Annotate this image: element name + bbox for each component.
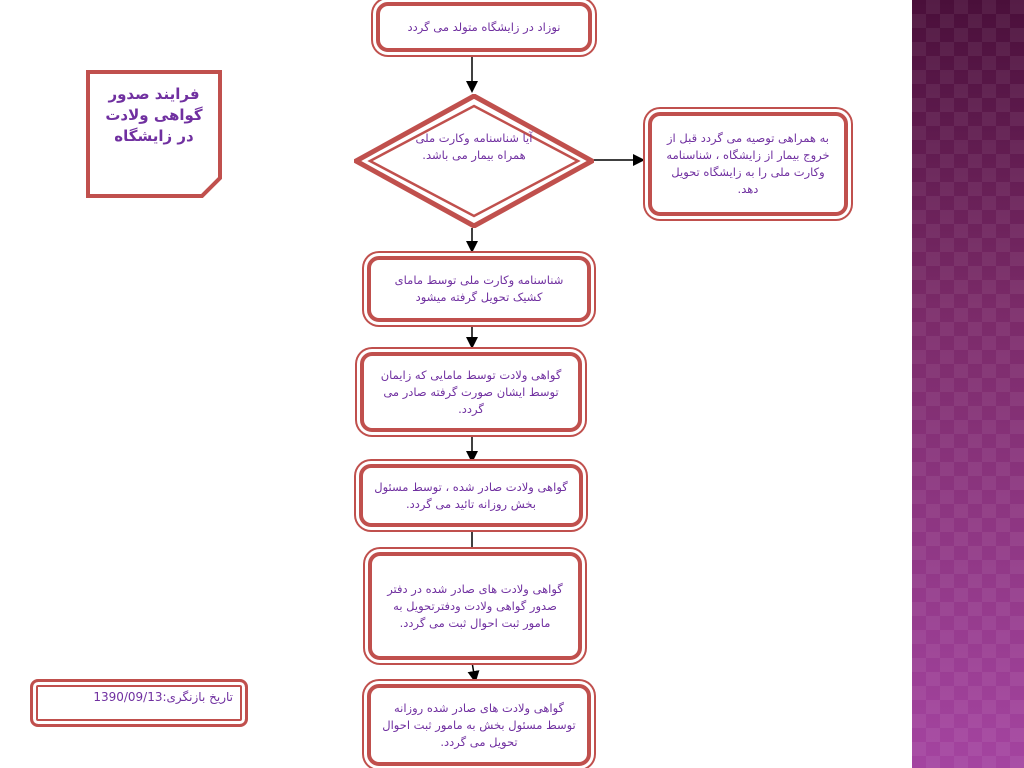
title-text: فرایند صدور گواهی ولادت در زایشگاه xyxy=(105,85,203,145)
step-register-text: گواهی ولادت های صادر شده در دفتر صدور گواهی ولادت ودفترتحویل به مامور ثبت احوال ثبت می گردد. xyxy=(387,581,563,630)
page-curl-icon xyxy=(200,176,222,198)
step-deliver-text: گواهی ولادت های صادر شده روزانه توسط مسئول بخش به مامور ثبت احوال تحویل می گردد. xyxy=(382,700,576,749)
step-birth xyxy=(376,2,592,52)
decision-text: آیا شناسنامه وکارت ملی همراه بیمار می باشد. xyxy=(415,131,533,162)
step-issue-certificate-text: گواهی ولادت توسط مامایی که زایمان توسط ایشان صورت گرفته صادر می گردد. xyxy=(380,367,562,416)
title-box xyxy=(86,70,222,198)
step-register xyxy=(368,552,582,660)
revision-date-box xyxy=(30,679,248,727)
step-birth-text: نوزاد در زایشگاه متولد می گردد xyxy=(407,19,561,34)
step-receive-documents-text: شناسنامه وکارت ملی توسط مامای کشیک تحویل گرفته میشود xyxy=(394,273,564,304)
step-receive-documents xyxy=(367,256,591,322)
step-advice-text: به همراهی توصیه می گردد قبل از خروج بیمار از زایشگاه ، شناسنامه وکارت ملی را به زایشگاه تحویل دهد. xyxy=(666,131,830,196)
step-issue-certificate xyxy=(360,352,582,432)
revision-date-text: تاریخ بازنگری:1390/09/13 xyxy=(93,690,233,704)
step-advice xyxy=(648,112,848,216)
step-approve-text: گواهی ولادت صادر شده ، توسط مسئول بخش روزانه تائید می گردد. xyxy=(374,479,568,511)
step-approve xyxy=(359,464,583,527)
step-deliver xyxy=(367,684,591,766)
arrow-n6-n7 xyxy=(472,662,475,680)
